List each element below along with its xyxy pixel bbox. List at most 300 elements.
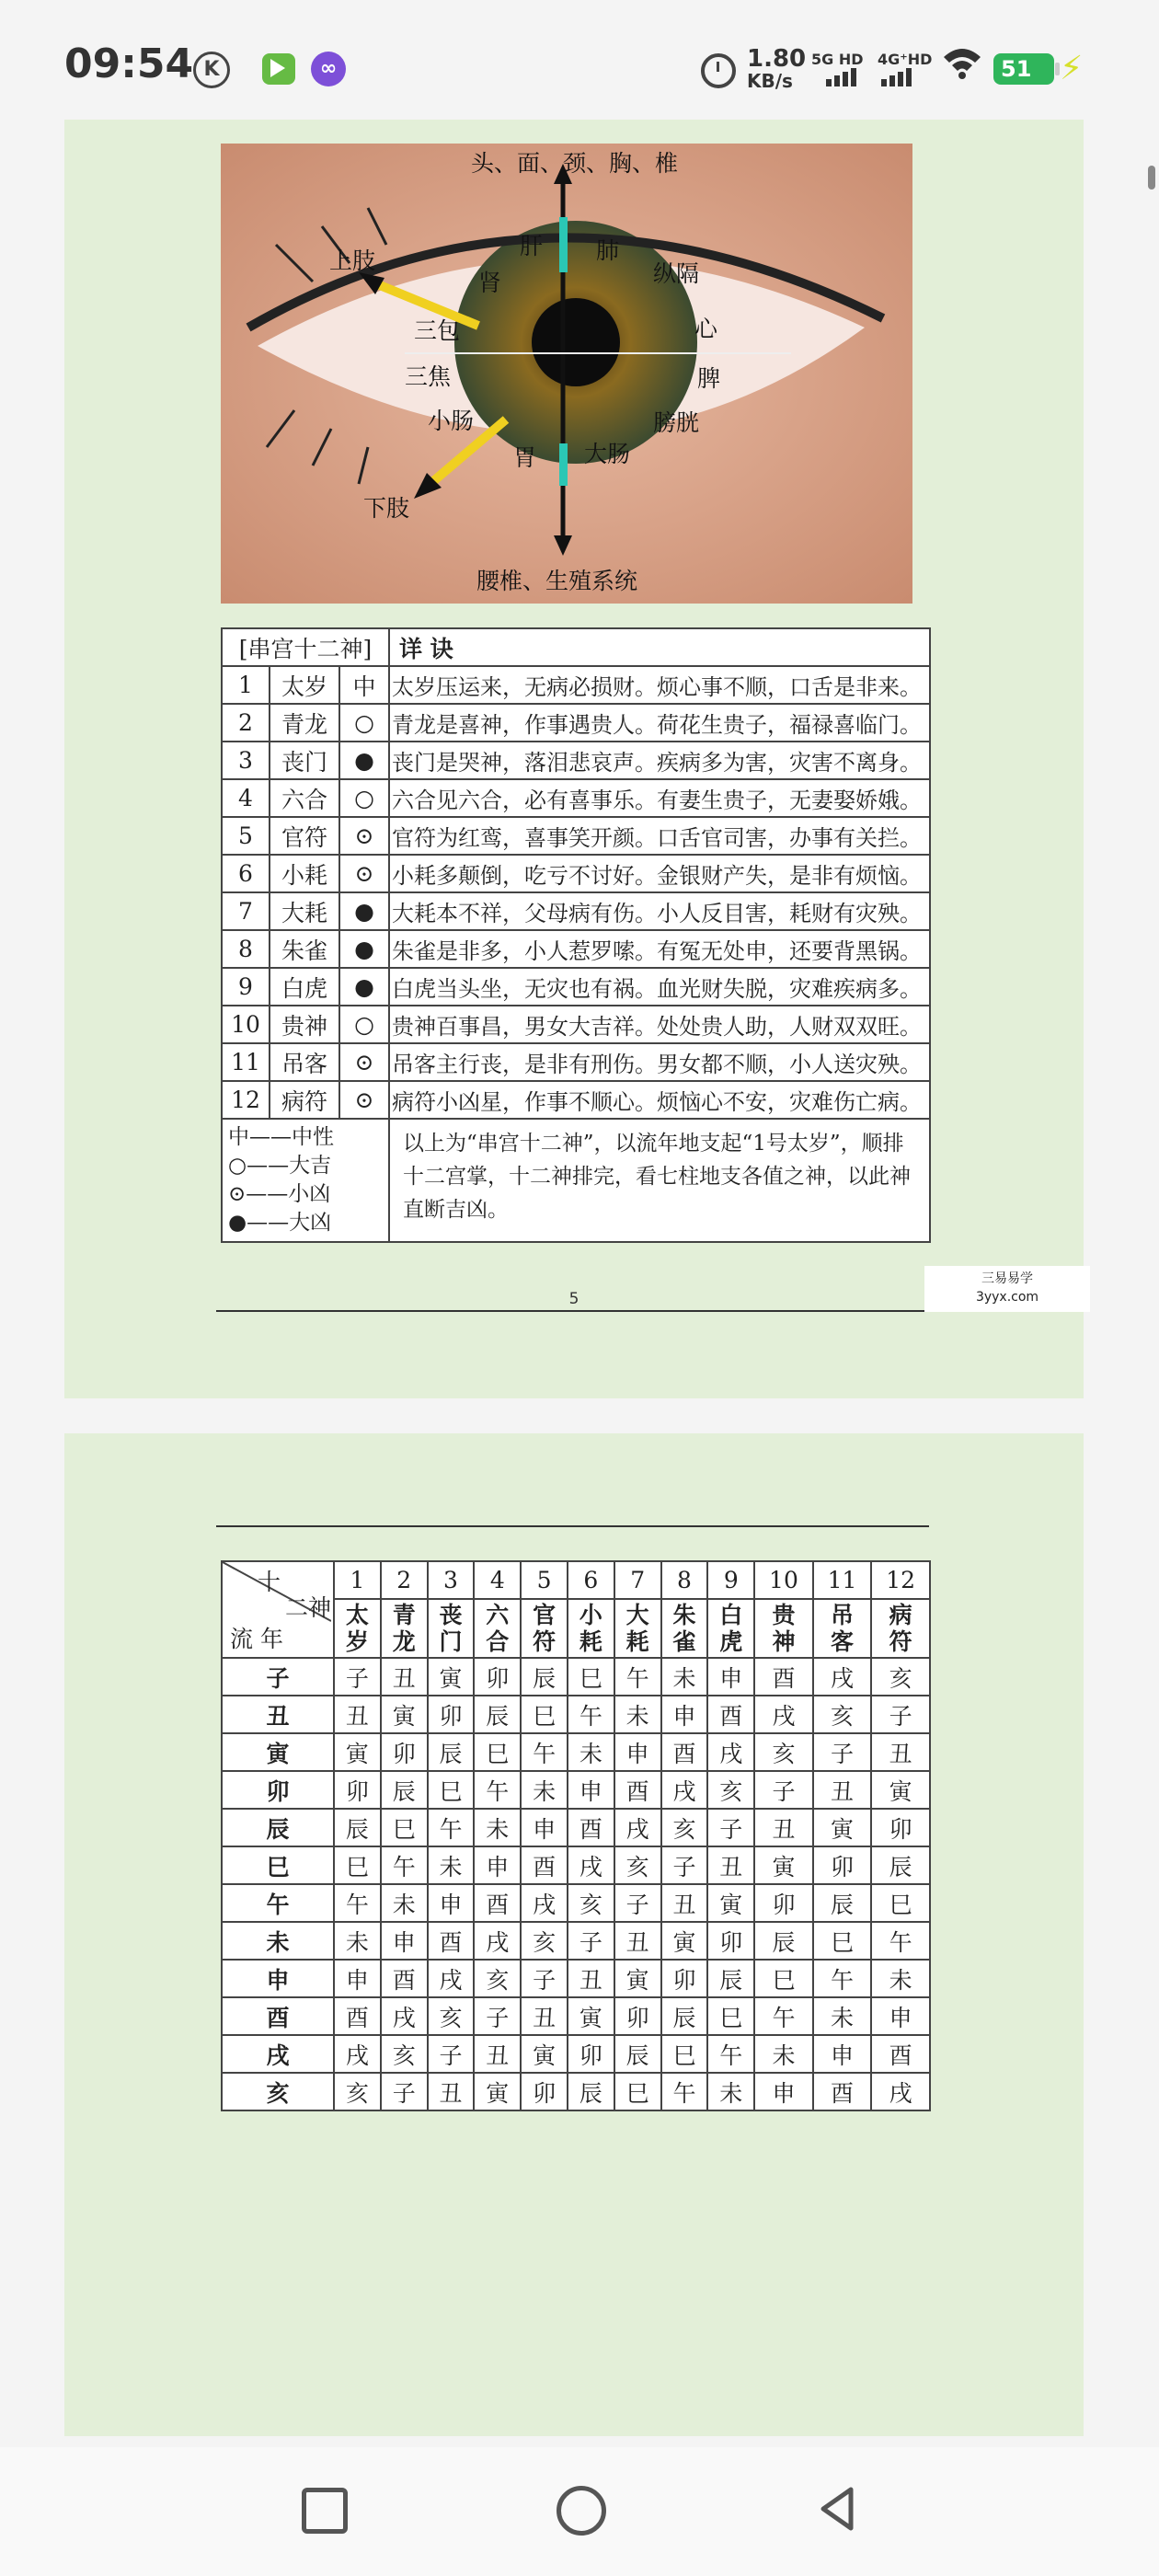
label-small-intestine: 小肠 — [428, 408, 475, 434]
branch-cell: 丑 — [813, 1771, 872, 1809]
branch-cell: 亥 — [754, 1733, 813, 1771]
branch-cell: 未 — [707, 2073, 754, 2110]
branch-cell: 辰 — [568, 2073, 614, 2110]
branch-cell: 巳 — [381, 1809, 428, 1846]
label-bladder: 膀胱 — [653, 409, 700, 436]
year-branch: 未 — [222, 1922, 334, 1960]
branch-cell: 子 — [568, 1922, 614, 1960]
navigation-bar — [0, 2447, 1159, 2576]
branch-cell: 亥 — [428, 1997, 475, 2035]
branch-cell: 辰 — [428, 1733, 475, 1771]
row-number: 5 — [222, 817, 270, 855]
branch-cell: 申 — [428, 1884, 475, 1922]
branch-cell: 午 — [754, 1997, 813, 2035]
branch-cell: 卯 — [568, 2035, 614, 2073]
status-bar — [0, 0, 1159, 120]
branch-cell: 未 — [614, 1696, 661, 1733]
label-stomach: 胃 — [513, 444, 537, 471]
branch-cell: 午 — [568, 1696, 614, 1733]
god-verse: 六合见六合，必有喜事乐。有妻生贵子，无妻娶娇娥。 — [389, 779, 930, 817]
branch-lookup-table — [221, 1560, 931, 2111]
branch-cell: 戌 — [474, 1922, 521, 1960]
god-header: 朱 雀 — [661, 1599, 708, 1658]
label-heart: 心 — [694, 316, 718, 342]
branch-cell: 巳 — [521, 1696, 568, 1733]
branch-cell: 巳 — [474, 1733, 521, 1771]
branch-cell: 亥 — [661, 1809, 708, 1846]
table-row — [222, 1771, 930, 1809]
god-number: 10 — [754, 1561, 813, 1599]
branch-cell: 辰 — [813, 1884, 872, 1922]
table-row — [222, 1922, 930, 1960]
row-number: 8 — [222, 930, 270, 968]
branch-cell: 戌 — [813, 1658, 872, 1696]
table-row — [222, 1081, 930, 1119]
branch-cell: 申 — [521, 1809, 568, 1846]
branch-cell: 未 — [568, 1733, 614, 1771]
year-branch: 戌 — [222, 2035, 334, 2073]
branch-cell: 巳 — [754, 1960, 813, 1997]
branch-cell: 申 — [754, 2073, 813, 2110]
branch-cell: 卯 — [871, 1809, 930, 1846]
table-row — [222, 1809, 930, 1846]
branch-cell: 酉 — [521, 1846, 568, 1884]
branch-cell: 辰 — [614, 2035, 661, 2073]
year-branch: 辰 — [222, 1809, 334, 1846]
god-name: 太岁 — [270, 666, 339, 704]
branch-cell: 卯 — [381, 1733, 428, 1771]
branch-cell: 未 — [428, 1846, 475, 1884]
branch-cell: 午 — [381, 1846, 428, 1884]
branch-cell: 酉 — [474, 1884, 521, 1922]
label-lower-limb: 下肢 — [363, 495, 410, 522]
branch-cell: 巳 — [334, 1846, 381, 1884]
row-number: 11 — [222, 1043, 270, 1081]
table-row — [222, 1846, 930, 1884]
table-row — [222, 1006, 930, 1043]
branch-cell: 卯 — [474, 1658, 521, 1696]
god-verse: 吊客主行丧，是非有刑伤。男女都不顺，小人送灾殃。 — [389, 1043, 930, 1081]
branch-cell: 午 — [474, 1771, 521, 1809]
year-branch: 亥 — [222, 2073, 334, 2110]
footer-rule — [216, 1310, 936, 1312]
branch-cell: 寅 — [568, 1997, 614, 2035]
scrollbar-thumb[interactable] — [1148, 166, 1155, 190]
row-number: 10 — [222, 1006, 270, 1043]
branch-cell: 卯 — [334, 1771, 381, 1809]
table-row — [222, 2035, 930, 2073]
god-verse: 太岁压运来，无病必损财。烦心事不顺，口舌是非来。 — [389, 666, 930, 704]
god-name: 大耗 — [270, 892, 339, 930]
branch-cell: 丑 — [871, 1733, 930, 1771]
label-liver: 肝 — [520, 233, 544, 259]
document-page-6 — [64, 1433, 1084, 2436]
branch-cell: 子 — [521, 1960, 568, 1997]
recent-apps-button[interactable] — [302, 2488, 348, 2534]
branch-cell: 子 — [381, 2073, 428, 2110]
row-number: 9 — [222, 968, 270, 1006]
god-symbol: ○ — [339, 779, 389, 817]
row-number: 12 — [222, 1081, 270, 1119]
god-symbol: ● — [339, 968, 389, 1006]
branch-cell: 亥 — [474, 1960, 521, 1997]
table-row — [222, 1884, 930, 1922]
branch-cell: 寅 — [754, 1846, 813, 1884]
year-branch: 子 — [222, 1658, 334, 1696]
branch-cell: 亥 — [707, 1771, 754, 1809]
table-row — [222, 779, 930, 817]
branch-cell: 寅 — [474, 2073, 521, 2110]
year-branch: 丑 — [222, 1696, 334, 1733]
god-name: 官符 — [270, 817, 339, 855]
table-header-left: [串宫十二神] — [222, 628, 389, 666]
branch-cell: 戌 — [707, 1733, 754, 1771]
god-verse: 小耗多颠倒，吃亏不讨好。金银财产失，是非有烦恼。 — [389, 855, 930, 892]
branch-cell: 丑 — [661, 1884, 708, 1922]
branch-cell: 申 — [707, 1658, 754, 1696]
table-row — [222, 817, 930, 855]
branch-cell: 子 — [614, 1884, 661, 1922]
home-button[interactable] — [557, 2486, 606, 2536]
branch-cell: 酉 — [334, 1997, 381, 2035]
god-name: 白虎 — [270, 968, 339, 1006]
k-icon: K — [193, 52, 230, 88]
video-app-icon — [262, 53, 295, 85]
branch-cell: 卯 — [428, 1696, 475, 1733]
header-rule — [216, 1525, 929, 1527]
row-number: 3 — [222, 742, 270, 779]
branch-cell: 未 — [754, 2035, 813, 2073]
legend-item: 中——中性 — [228, 1125, 334, 1149]
label-lung: 肺 — [596, 237, 620, 264]
god-header: 大 耗 — [614, 1599, 661, 1658]
branch-cell: 申 — [871, 1997, 930, 2035]
label-upper-limb: 上肢 — [329, 247, 376, 274]
branch-cell: 卯 — [661, 1960, 708, 1997]
branch-cell: 丑 — [334, 1696, 381, 1733]
branch-cell: 申 — [813, 2035, 872, 2073]
document-page-5 — [64, 120, 1084, 1398]
branch-cell: 巳 — [568, 1658, 614, 1696]
row-number: 7 — [222, 892, 270, 930]
branch-cell: 未 — [871, 1960, 930, 1997]
god-number: 3 — [428, 1561, 475, 1599]
branch-cell: 寅 — [428, 1658, 475, 1696]
branch-cell: 子 — [334, 1658, 381, 1696]
row-number: 4 — [222, 779, 270, 817]
branch-cell: 丑 — [707, 1846, 754, 1884]
branch-cell: 亥 — [871, 1658, 930, 1696]
god-name: 小耗 — [270, 855, 339, 892]
branch-cell: 寅 — [661, 1922, 708, 1960]
god-header: 太 岁 — [334, 1599, 381, 1658]
god-number: 2 — [381, 1561, 428, 1599]
branch-cell: 巳 — [871, 1884, 930, 1922]
table-row — [222, 2073, 930, 2110]
god-verse: 朱雀是非多，小人惹罗嗦。有冤无处申，还要背黑锅。 — [389, 930, 930, 968]
table-row — [222, 1696, 930, 1733]
battery-icon: 51 — [993, 53, 1054, 85]
branch-cell: 午 — [707, 2035, 754, 2073]
label-kidney: 肾 — [478, 270, 502, 296]
page-number: 5 — [568, 1290, 580, 1308]
god-number: 7 — [614, 1561, 661, 1599]
table-row — [222, 930, 930, 968]
branch-cell: 寅 — [871, 1771, 930, 1809]
table-row — [222, 1733, 930, 1771]
branch-cell: 酉 — [754, 1658, 813, 1696]
branch-cell: 子 — [428, 2035, 475, 2073]
clock: 09:54 — [64, 40, 194, 87]
god-number: 6 — [568, 1561, 614, 1599]
corner-top: 十 — [258, 1569, 281, 1595]
wifi-icon — [942, 46, 982, 88]
branch-cell: 酉 — [428, 1922, 475, 1960]
branch-cell: 酉 — [568, 1809, 614, 1846]
sim2-label: 4G⁺HD — [878, 51, 933, 68]
god-number: 9 — [707, 1561, 754, 1599]
branch-cell: 辰 — [381, 1771, 428, 1809]
branch-cell: 卯 — [813, 1846, 872, 1884]
god-symbol: ○ — [339, 704, 389, 742]
legend-item: ⊙——小凶 — [228, 1182, 331, 1206]
god-symbol: ⊙ — [339, 1043, 389, 1081]
branch-cell: 寅 — [614, 1960, 661, 1997]
branch-cell: 辰 — [334, 1809, 381, 1846]
table-row — [222, 968, 930, 1006]
branch-cell: 申 — [334, 1960, 381, 1997]
year-branch: 巳 — [222, 1846, 334, 1884]
god-header: 白 虎 — [707, 1599, 754, 1658]
signal-bars-icon — [826, 68, 859, 86]
god-number: 4 — [474, 1561, 521, 1599]
label-head: 头、面、颈、胸、椎 — [471, 150, 679, 177]
god-name: 吊客 — [270, 1043, 339, 1081]
table-header-right: 详 诀 — [389, 628, 930, 666]
branch-cell: 未 — [661, 1658, 708, 1696]
label-lumbar: 腰椎、生殖系统 — [476, 568, 638, 594]
god-header: 丧 门 — [428, 1599, 475, 1658]
god-verse: 白虎当头坐，无灾也有祸。血光财失脱，灾难疾病多。 — [389, 968, 930, 1006]
branch-cell: 戌 — [334, 2035, 381, 2073]
branch-cell: 午 — [521, 1733, 568, 1771]
god-number: 11 — [813, 1561, 872, 1599]
year-branch: 酉 — [222, 1997, 334, 2035]
branch-cell: 寅 — [521, 2035, 568, 2073]
twelve-gods-table — [221, 627, 931, 1243]
god-number: 8 — [661, 1561, 708, 1599]
branch-cell: 辰 — [871, 1846, 930, 1884]
god-name: 六合 — [270, 779, 339, 817]
table-row — [222, 1043, 930, 1081]
branch-cell: 辰 — [707, 1960, 754, 1997]
year-branch: 寅 — [222, 1733, 334, 1771]
branch-cell: 申 — [474, 1846, 521, 1884]
branch-cell: 酉 — [813, 2073, 872, 2110]
branch-cell: 亥 — [334, 2073, 381, 2110]
legend-item: ○——大吉 — [228, 1154, 332, 1178]
label-triple-burner: 三焦 — [405, 363, 452, 390]
row-number: 1 — [222, 666, 270, 704]
branch-cell: 酉 — [614, 1771, 661, 1809]
legend-row — [222, 1119, 930, 1242]
label-pericardium: 三包 — [414, 317, 461, 344]
sim1-label: 5G HD — [811, 51, 864, 68]
god-verse: 大耗本不祥，父母病有伤。小人反目害，耗财有灾殃。 — [389, 892, 930, 930]
branch-cell: 子 — [474, 1997, 521, 2035]
god-symbol: ● — [339, 742, 389, 779]
god-symbol: 中 — [339, 666, 389, 704]
branch-cell: 午 — [614, 1658, 661, 1696]
branch-cell: 丑 — [428, 2073, 475, 2110]
branch-cell: 辰 — [661, 1997, 708, 2035]
table-header-row — [222, 628, 930, 666]
branch-cell: 子 — [871, 1696, 930, 1733]
branch-cell: 未 — [521, 1771, 568, 1809]
god-symbol: ● — [339, 930, 389, 968]
eye-zone-diagram — [221, 144, 912, 604]
table-row — [222, 1960, 930, 1997]
branch-cell: 戌 — [871, 2073, 930, 2110]
god-verse: 官符为红鸾，喜事笑开颜。口舌官司害，办事有关拦。 — [389, 817, 930, 855]
branch-cell: 未 — [813, 1997, 872, 2035]
god-name: 青龙 — [270, 704, 339, 742]
god-symbol: ⊙ — [339, 855, 389, 892]
signal-bars-icon — [881, 68, 914, 86]
corner-mid: 二神 — [285, 1594, 332, 1621]
year-branch: 卯 — [222, 1771, 334, 1809]
god-header: 官 符 — [521, 1599, 568, 1658]
branch-cell: 巳 — [661, 2035, 708, 2073]
god-name: 贵神 — [270, 1006, 339, 1043]
branch-cell: 丑 — [614, 1922, 661, 1960]
branch-cell: 申 — [614, 1733, 661, 1771]
branch-cell: 戌 — [381, 1997, 428, 2035]
network-speed: 1.80 KB/s — [747, 45, 807, 92]
god-header: 吊 客 — [813, 1599, 872, 1658]
branch-cell: 酉 — [381, 1960, 428, 1997]
branch-cell: 午 — [661, 2073, 708, 2110]
branch-cell: 戌 — [428, 1960, 475, 1997]
charging-icon: ⚡ — [1060, 50, 1084, 87]
year-branch: 午 — [222, 1884, 334, 1922]
god-header: 贵 神 — [754, 1599, 813, 1658]
label-large-intestine: 大肠 — [584, 441, 631, 467]
symbol-legend — [222, 1119, 389, 1242]
branch-cell: 酉 — [707, 1696, 754, 1733]
watermark: 三易易学 3yyx.com — [924, 1266, 1090, 1312]
table-row — [222, 1658, 930, 1696]
branch-cell: 巳 — [614, 2073, 661, 2110]
branch-cell: 寅 — [707, 1884, 754, 1922]
branch-cell: 辰 — [474, 1696, 521, 1733]
god-verse: 病符小凶星，作事不顺心。烦恼心不安，灾难伤亡病。 — [389, 1081, 930, 1119]
branch-cell: 子 — [707, 1809, 754, 1846]
branch-cell: 丑 — [474, 2035, 521, 2073]
god-number: 5 — [521, 1561, 568, 1599]
branch-cell: 申 — [381, 1922, 428, 1960]
branch-cell: 丑 — [381, 1658, 428, 1696]
branch-cell: 辰 — [754, 1922, 813, 1960]
branch-cell: 申 — [661, 1696, 708, 1733]
branch-cell: 戌 — [568, 1846, 614, 1884]
label-spleen: 脾 — [697, 365, 721, 392]
corner-bottom: 流 年 — [230, 1626, 283, 1652]
branch-cell: 午 — [813, 1960, 872, 1997]
branch-cell: 巳 — [813, 1922, 872, 1960]
table-row — [222, 855, 930, 892]
branch-cell: 申 — [568, 1771, 614, 1809]
table-row — [222, 742, 930, 779]
god-symbol: ● — [339, 892, 389, 930]
branch-cell: 亥 — [813, 1696, 872, 1733]
branch-cell: 酉 — [661, 1733, 708, 1771]
god-header: 小 耗 — [568, 1599, 614, 1658]
god-number: 1 — [334, 1561, 381, 1599]
back-button[interactable] — [814, 2484, 860, 2534]
infinity-app-icon: ∞ — [311, 52, 346, 86]
branch-cell: 卯 — [707, 1922, 754, 1960]
table-row — [222, 1997, 930, 2035]
branch-cell: 亥 — [381, 2035, 428, 2073]
table-row — [222, 666, 930, 704]
branch-cell: 寅 — [381, 1696, 428, 1733]
god-name: 朱雀 — [270, 930, 339, 968]
branch-cell: 戌 — [521, 1884, 568, 1922]
god-header: 青 龙 — [381, 1599, 428, 1658]
branch-cell: 寅 — [813, 1809, 872, 1846]
branch-cell: 辰 — [521, 1658, 568, 1696]
branch-cell: 巳 — [428, 1771, 475, 1809]
branch-cell: 戌 — [661, 1771, 708, 1809]
legend-item: ●——大凶 — [228, 1211, 332, 1235]
branch-cell: 午 — [871, 1922, 930, 1960]
branch-cell: 子 — [754, 1771, 813, 1809]
branch-cell: 亥 — [568, 1884, 614, 1922]
god-symbol: ⊙ — [339, 817, 389, 855]
year-branch: 申 — [222, 1960, 334, 1997]
branch-cell: 子 — [813, 1733, 872, 1771]
branch-cell: 丑 — [568, 1960, 614, 1997]
branch-cell: 戌 — [754, 1696, 813, 1733]
branch-cell: 寅 — [334, 1733, 381, 1771]
branch-cell: 巳 — [707, 1997, 754, 2035]
god-number: 12 — [871, 1561, 930, 1599]
god-header: 病 符 — [871, 1599, 930, 1658]
god-verse: 青龙是喜神，作事遇贵人。荷花生贵子，福禄喜临门。 — [389, 704, 930, 742]
branch-cell: 子 — [661, 1846, 708, 1884]
row-number: 2 — [222, 704, 270, 742]
branch-cell: 未 — [474, 1809, 521, 1846]
branch-cell: 午 — [428, 1809, 475, 1846]
branch-cell: 酉 — [871, 2035, 930, 2073]
table-row — [222, 892, 930, 930]
branch-cell: 亥 — [614, 1846, 661, 1884]
god-name: 病符 — [270, 1081, 339, 1119]
god-name: 丧门 — [270, 742, 339, 779]
god-symbol: ⊙ — [339, 1081, 389, 1119]
branch-cell: 戌 — [614, 1809, 661, 1846]
label-diaphragm: 纵隔 — [653, 260, 700, 287]
god-header: 六 合 — [474, 1599, 521, 1658]
table-row — [222, 704, 930, 742]
branch-cell: 丑 — [754, 1809, 813, 1846]
branch-cell: 卯 — [521, 2073, 568, 2110]
alarm-icon — [701, 53, 736, 88]
table-corner — [222, 1561, 334, 1658]
god-verse: 贵神百事昌，男女大吉祥。处处贵人助，人财双双旺。 — [389, 1006, 930, 1043]
branch-cell: 午 — [334, 1884, 381, 1922]
